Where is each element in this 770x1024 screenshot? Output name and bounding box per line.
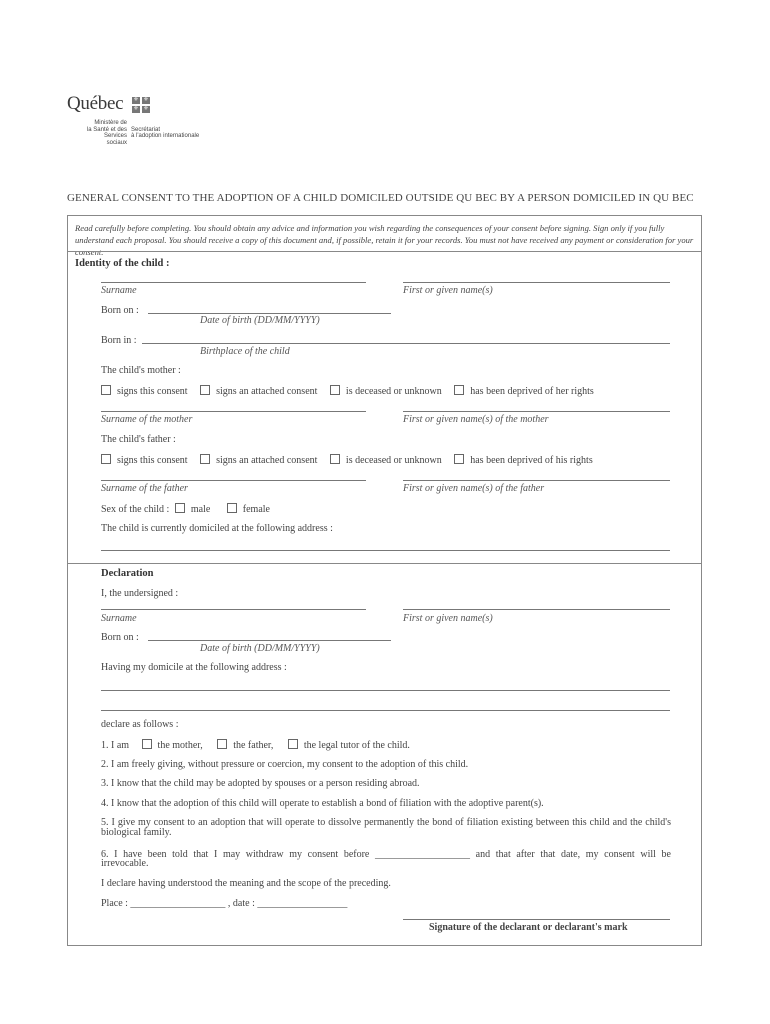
mother-label: The child's mother : <box>101 365 181 376</box>
item-5: 5. I give my consent to an adoption that will operate to dissolve permanently the bond of filiation existing between this child and the child's biological family. <box>101 817 671 838</box>
mother-surname-field[interactable] <box>101 411 366 412</box>
item-1: 1. I am the mother, the father, the legal tutor of the child. <box>101 740 410 751</box>
child-given-caption: First or given name(s) <box>403 285 493 296</box>
fleur-de-lis-icon: ⚜ ⚜ ⚜ ⚜ <box>133 97 149 112</box>
father-label: The child's father : <box>101 434 176 445</box>
mother-surname-caption: Surname of the mother <box>101 414 193 425</box>
role-tutor-checkbox[interactable] <box>288 739 298 749</box>
intro-text: Read carefully before completing. You should obtain any advice and information you wish regarding the consequences of your consent before signing. Sign only if you fully understand each proposal. You should receive a copy of this document and, if possible, retain it for your records. You must not have received any payment or consideration for your consent. <box>75 223 694 257</box>
child-section-heading: Identity of the child : <box>75 258 170 269</box>
mother-given-field[interactable] <box>403 411 670 412</box>
mother-deceased-checkbox[interactable] <box>330 385 340 395</box>
role-mother-checkbox[interactable] <box>142 739 152 749</box>
father-given-caption: First or given name(s) of the father <box>403 483 545 494</box>
mother-attached-checkbox[interactable] <box>200 385 210 395</box>
logo-ministry: Ministère de la Santé et des Services sociaux <box>86 120 127 146</box>
child-dob-field[interactable] <box>148 313 391 314</box>
mother-signs-checkbox[interactable] <box>101 385 111 395</box>
child-surname-field[interactable] <box>101 282 366 283</box>
child-birthplace-caption: Birthplace of the child <box>200 346 290 357</box>
domicile-field-2[interactable] <box>101 710 670 711</box>
signature-caption: Signature of the declarant or declarant's mark <box>429 922 628 933</box>
declarant-born-on-label: Born on : <box>101 632 139 643</box>
child-given-field[interactable] <box>403 282 670 283</box>
declarant-surname-caption: Surname <box>101 613 137 624</box>
declarant-dob-caption: Date of birth (DD/MM/YYYY) <box>200 643 320 654</box>
declare-label: declare as follows : <box>101 719 179 730</box>
quebec-logo <box>67 93 123 115</box>
child-section-box <box>67 251 702 564</box>
father-attached-checkbox[interactable] <box>200 454 210 464</box>
mother-options: signs this consent signs an attached consent is deceased or unknown has been deprived of her rights <box>101 385 594 397</box>
child-dob-caption: Date of birth (DD/MM/YYYY) <box>200 315 320 326</box>
sex-label: Sex of the child : <box>101 504 170 515</box>
child-address-field[interactable] <box>101 550 670 551</box>
child-surname-caption: Surname <box>101 285 137 296</box>
sex-options: Sex of the child : male female <box>101 504 270 515</box>
mother-deprived-checkbox[interactable] <box>454 385 464 395</box>
item-3: 3. I know that the child may be adopted by spouses or a person residing abroad. <box>101 778 420 789</box>
item-6-line-1: 6. I have been told that I may withdraw my consent before ___________________ and that after that date, my consent will be <box>101 849 671 860</box>
item-4: 4. I know that the adoption of this child will operate to establish a bond of filiation with the adoptive parent(s). <box>101 798 544 809</box>
child-born-in-label: Born in : <box>101 335 137 346</box>
declarant-surname-field[interactable] <box>101 609 366 610</box>
child-birthplace-field[interactable] <box>142 343 670 344</box>
declaration-heading: Declaration <box>101 568 154 579</box>
child-address-label: The child is currently domiciled at the following address : <box>101 523 333 534</box>
sex-female-checkbox[interactable] <box>227 503 237 513</box>
father-deprived-checkbox[interactable] <box>454 454 464 464</box>
mother-given-caption: First or given name(s) of the mother <box>403 414 549 425</box>
declarant-given-caption: First or given name(s) <box>403 613 493 624</box>
domicile-field-1[interactable] <box>101 690 670 691</box>
item-2: 2. I am freely giving, without pressure or coercion, my consent to the adoption of this child. <box>101 759 469 770</box>
logo-wordmark: Québec <box>67 93 124 114</box>
sex-male-checkbox[interactable] <box>175 503 185 513</box>
item-6-line-2: irrevocable. <box>101 858 149 869</box>
father-surname-field[interactable] <box>101 480 366 481</box>
document-title: GENERAL CONSENT TO THE ADOPTION OF A CHILD DOMICILED OUTSIDE QU BEC BY A PERSON DOMICILED IN QU BEC <box>67 192 694 204</box>
role-father-checkbox[interactable] <box>217 739 227 749</box>
domicile-label: Having my domicile at the following address : <box>101 662 287 673</box>
place-date-fields[interactable]: Place : ___________________ , date : __________________ <box>101 898 348 909</box>
logo-secretariat: Secrétariat à l'adoption internationale <box>131 126 200 139</box>
father-options: signs this consent signs an attached consent is deceased or unknown has been deprived of his rights <box>101 454 593 466</box>
child-born-on-label: Born on : <box>101 305 139 316</box>
declarant-given-field[interactable] <box>403 609 670 610</box>
father-surname-caption: Surname of the father <box>101 483 188 494</box>
signature-field[interactable] <box>403 919 670 920</box>
father-given-field[interactable] <box>403 480 670 481</box>
undersigned-label: I, the undersigned : <box>101 588 179 599</box>
father-deceased-checkbox[interactable] <box>330 454 340 464</box>
father-signs-checkbox[interactable] <box>101 454 111 464</box>
declarant-dob-field[interactable] <box>148 640 391 641</box>
understood-statement: I declare having understood the meaning and the scope of the preceding. <box>101 878 391 889</box>
